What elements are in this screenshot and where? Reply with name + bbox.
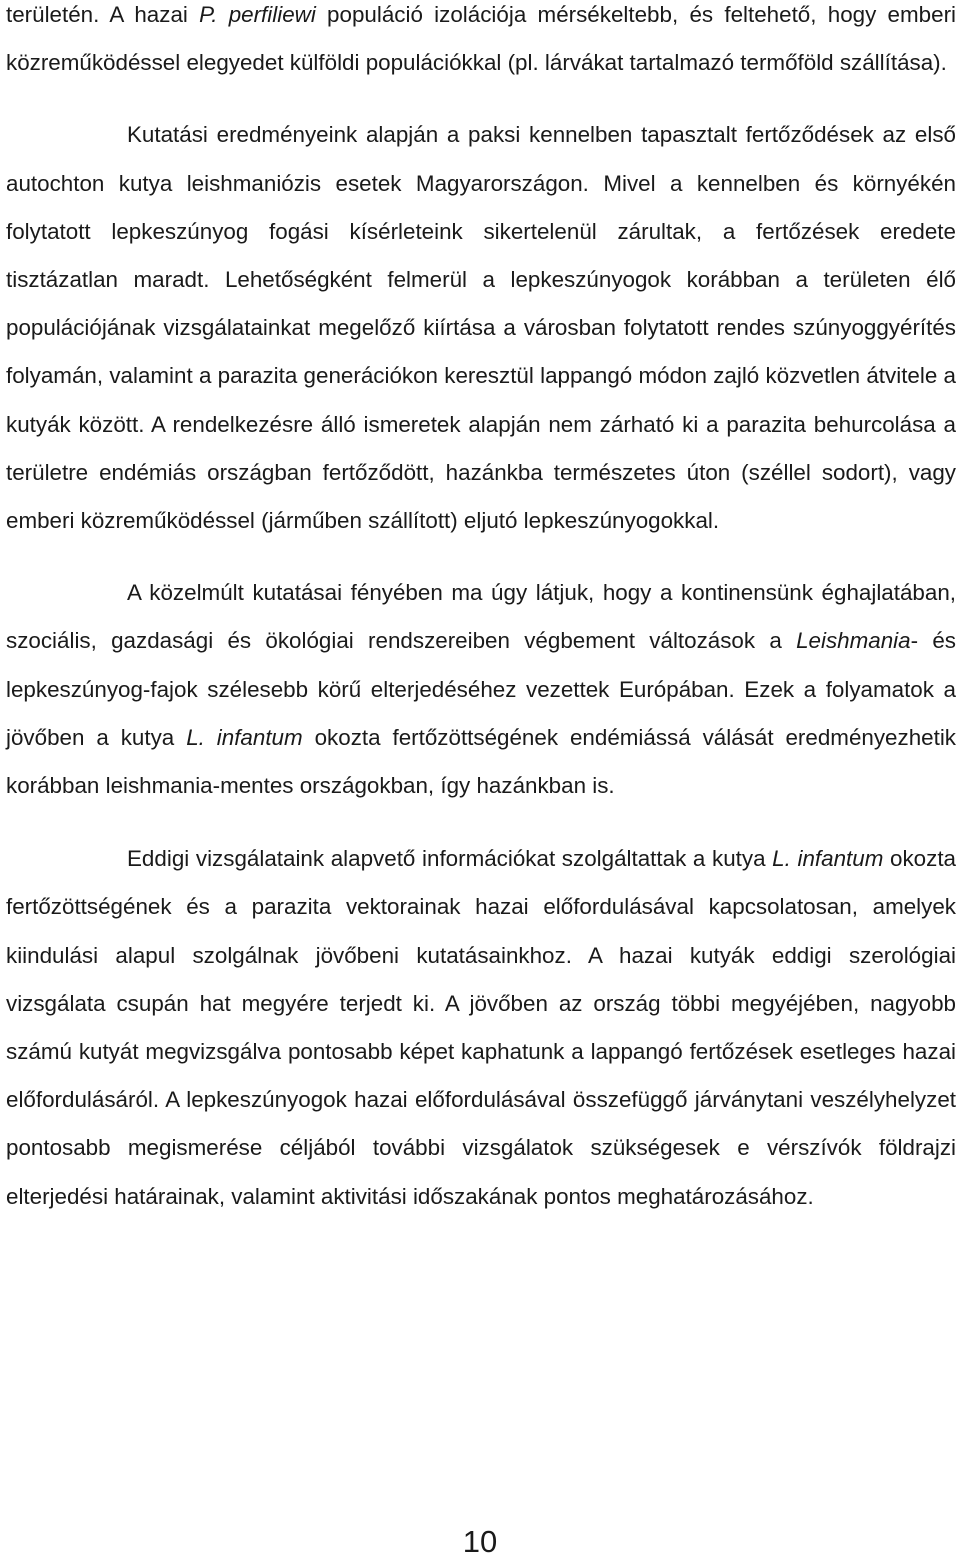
italic-term: Leishmania: [796, 628, 911, 654]
paragraph-4: [6, 835, 956, 1221]
paragraph-3: [6, 569, 956, 810]
text-run: okozta fertőzöttségének és a parazita vektorainak hazai előfordulásával kapcsolatosan, amelyek kiindulási alapul szolgálnak jövőbeni kutatásainkhoz. A hazai kutyák eddigi szerológiai vizsgálata csupán hat megyére terjedt ki. A jövőben az ország többi megyéjében, nagyobb számú kutyát megvizsgálva pontosabb képet kaphatunk a lappangó fertőzések esetleges hazai előfordulásáról. A lepkeszúnyogok hazai előfordulásával összefüggő járványtani veszélyhelyzet pontosabb megismerése céljából további vizsgálatok szükségesek e vérszívók földrajzi elterjedési határainak, valamint aktivitási időszakának pontos meghatározásához.: [6, 846, 956, 1209]
text-run: Kutatási eredményeink alapján a paksi kennelben tapasztalt fertőződések az első autochton kutya leishmaniózis esetek Magyarországon. Mivel a kennelben és környékén folytatott lepkeszúnyog fogási kísérleteink sikertelenül zárultak, a fertőzések eredete tisztázatlan maradt. Lehetőségként felmerül a lepkeszúnyogok korábban a területen élő populációjának vizsgálatainkat megelőző kiírtása a városban folytatott rendes szúnyoggyérítés folyamán, valamint a parazita generációkon keresztül lappangó módon zajló közvetlen átvitele a kutyák között. A rendelkezésre álló ismeretek alapján nem zárható ki a parazita behurcolása a területre endémiás országban fertőződött, hazánkba természetes úton (széllel sodort), vagy emberi közreműködéssel (járműben szállított) eljutó lepkeszúnyogokkal.: [6, 122, 956, 534]
paragraph-1: [6, 0, 956, 87]
text-run: területén. A hazai: [6, 2, 200, 27]
italic-term: L. infantum: [186, 724, 303, 750]
text-run: - és lepkeszúnyog-fajok szélesebb körű elterjedéséhez vezettek Európában. Ezek a folyamatok a jövőben a kutya: [6, 628, 956, 750]
paragraph-2: [6, 111, 956, 545]
italic-term: P. perfiliewi: [199, 2, 316, 27]
text-run: okozta fertőzöttségének endémiássá válását eredményezhetik korábban leishmania-mentes országokban, így hazánkban is.: [6, 724, 956, 799]
text-run: Eddigi vizsgálataink alapvető információkat szolgáltattak a kutya: [127, 846, 773, 872]
document-page: [6, 0, 956, 1221]
italic-term: L. infantum: [772, 846, 884, 872]
page-number: 10: [462, 1524, 498, 1559]
text-run: A közelmúlt kutatásai fényében ma úgy látjuk, hogy a kontinensünk éghajlatában, szociális, gazdasági és ökológiai rendszereiben végbement változások a: [6, 580, 956, 654]
text-run: populáció izolációja mérsékeltebb, és feltehető, hogy emberi közreműködéssel elegyedet külföldi populációkkal (pl. lárvákat tartalmazó termőföld szállítása).: [6, 2, 957, 76]
